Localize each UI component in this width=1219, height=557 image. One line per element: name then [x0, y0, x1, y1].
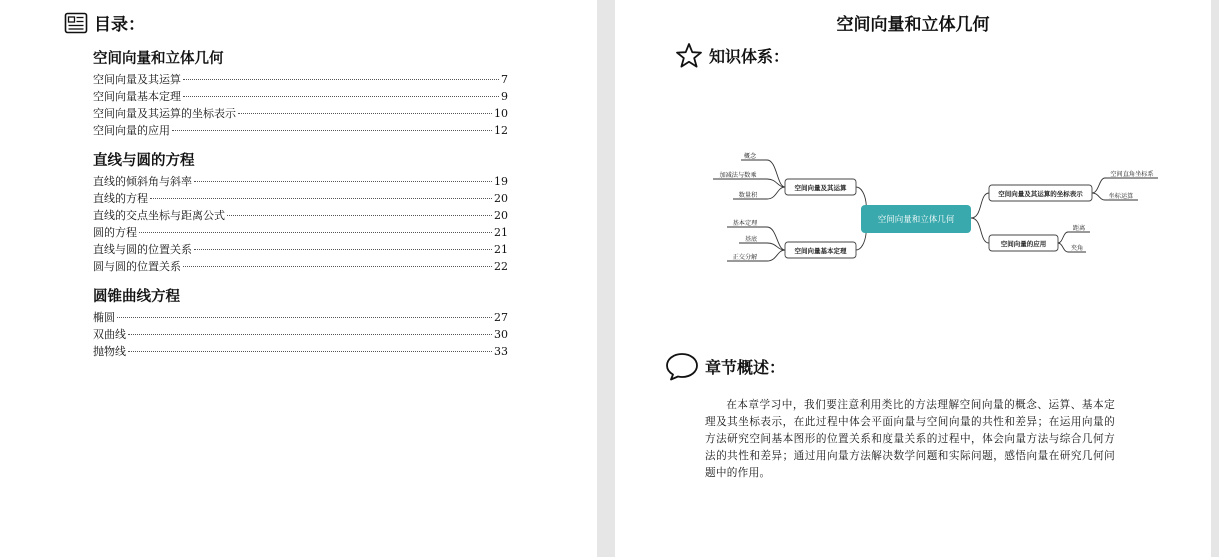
mindmap-leaf: 夹角: [1070, 245, 1084, 252]
toc-entry-text: 直线与圆的位置关系: [93, 243, 192, 256]
toc-entry-page: 9: [501, 90, 508, 103]
toc-entry[interactable]: [93, 71, 508, 88]
toc-header: [64, 10, 145, 35]
knowledge-header: [675, 42, 789, 69]
toc-entry-page: 7: [501, 73, 508, 86]
toc-entry-text: 直线的方程: [93, 192, 148, 205]
right-page: [615, 0, 1211, 557]
toc-entry[interactable]: [93, 326, 508, 343]
overview-text: 在本章学习中，我们要注意利用类比的方法理解空间向量的概念、运算、基本定理及其坐标表示，在此过程中体会平面向量与空间向量的共性和差异；在运用向量的方法研究空间基本图形的位置关系和度量关系的过程中，体会向量方法与综合几何方法的共性和差异；通过用向量方法解决数学问题和实际问题，感悟向量在研究几何问题中的作用。: [705, 399, 1115, 479]
toc-entry[interactable]: [93, 309, 508, 326]
dot-leader: [139, 232, 492, 233]
toc-section-title: 直线与圆的方程: [93, 153, 195, 169]
dot-leader: [128, 351, 492, 352]
mind-map: [695, 140, 1165, 280]
page-title: 空间向量和立体几何: [836, 15, 990, 35]
overview-header: [665, 351, 785, 381]
toc-entry-page: 10: [494, 107, 508, 120]
mindmap-leaf: 基本定理: [732, 220, 758, 227]
mindmap-leaf: 坐标运算: [1108, 193, 1134, 200]
mindmap-leaf: 数量积: [738, 192, 758, 199]
toc-entry-text: 双曲线: [93, 328, 126, 341]
toc-entry-text: 空间向量及其运算: [93, 73, 181, 86]
toc-entry[interactable]: [93, 88, 508, 105]
dot-leader: [227, 215, 492, 216]
toc-entry[interactable]: [93, 241, 508, 258]
toc-entry-text: 直线的倾斜角与斜率: [93, 175, 192, 188]
toc-entry[interactable]: [93, 190, 508, 207]
dot-leader: [183, 79, 499, 80]
mindmap-branch-label: 空间向量及其运算: [794, 184, 847, 192]
toc-entry-text: 直线的交点坐标与距离公式: [93, 209, 225, 222]
toc-section-conics: [93, 287, 508, 360]
newspaper-icon: [64, 12, 88, 34]
toc-entry[interactable]: [93, 343, 508, 360]
toc-entry-text: 空间向量的应用: [93, 124, 170, 137]
toc-entry-text: 椭圆: [93, 311, 115, 324]
dot-leader: [128, 334, 492, 335]
toc-entry-text: 空间向量基本定理: [93, 90, 181, 103]
toc-entry-text: 空间向量及其运算的坐标表示: [93, 107, 236, 120]
left-page: [0, 0, 597, 557]
mindmap-leaf: 基底: [744, 236, 758, 243]
overview-title: 章节概述：: [705, 357, 786, 377]
toc-entry-page: 33: [494, 345, 508, 358]
star-icon: [675, 42, 703, 69]
mindmap-branch-label: 空间向量及其运算的坐标表示: [998, 190, 1083, 198]
toc-entry-page: 20: [494, 192, 508, 205]
overview-paragraph: [705, 397, 1115, 482]
toc-entry-page: 19: [494, 175, 508, 188]
toc-entry-page: 20: [494, 209, 508, 222]
toc-entry-page: 22: [494, 260, 508, 273]
mindmap-leaf: 正交分解: [732, 254, 758, 261]
dot-leader: [117, 317, 492, 318]
toc-entry[interactable]: [93, 258, 508, 275]
mindmap-leaf: 空间直角坐标系: [1110, 171, 1154, 178]
toc-title: 目录：: [94, 15, 145, 35]
toc-entry-page: 21: [494, 243, 508, 256]
mindmap-center-label: 空间向量和立体几何: [877, 215, 955, 225]
toc-entry-page: 27: [494, 311, 508, 324]
dot-leader: [194, 181, 492, 182]
dot-leader: [238, 113, 492, 114]
mindmap-branch-label: 空间向量的应用: [1000, 240, 1047, 248]
mindmap-leaf: 距离: [1072, 225, 1086, 232]
toc-entry-text: 抛物线: [93, 345, 126, 358]
toc-entry-text: 圆的方程: [93, 226, 137, 239]
toc-entry-page: 30: [494, 328, 508, 341]
dot-leader: [194, 249, 492, 250]
toc-entry[interactable]: [93, 173, 508, 190]
mindmap-leaf: 概念: [743, 153, 757, 160]
toc-entry[interactable]: [93, 207, 508, 224]
mindmap-leaf: 加减法与数乘: [719, 172, 757, 179]
toc-section-lines-circles: [93, 151, 508, 275]
toc-entry-page: 21: [494, 226, 508, 239]
speech-bubble-icon: [665, 351, 699, 381]
toc-section-title: 空间向量和立体几何: [93, 51, 224, 67]
toc-section-title: 圆锥曲线方程: [93, 289, 180, 305]
dot-leader: [172, 130, 492, 131]
toc-entry[interactable]: [93, 122, 508, 139]
toc-entry[interactable]: [93, 224, 508, 241]
toc-section-vectors: [93, 49, 508, 139]
knowledge-title: 知识体系：: [709, 47, 790, 66]
dot-leader: [183, 266, 492, 267]
dot-leader: [183, 96, 499, 97]
mindmap-branch-label: 空间向量基本定理: [794, 247, 847, 255]
dot-leader: [150, 198, 492, 199]
toc-entry-text: 圆与圆的位置关系: [93, 260, 181, 273]
toc-entry[interactable]: [93, 105, 508, 122]
toc-entry-page: 12: [494, 124, 508, 137]
